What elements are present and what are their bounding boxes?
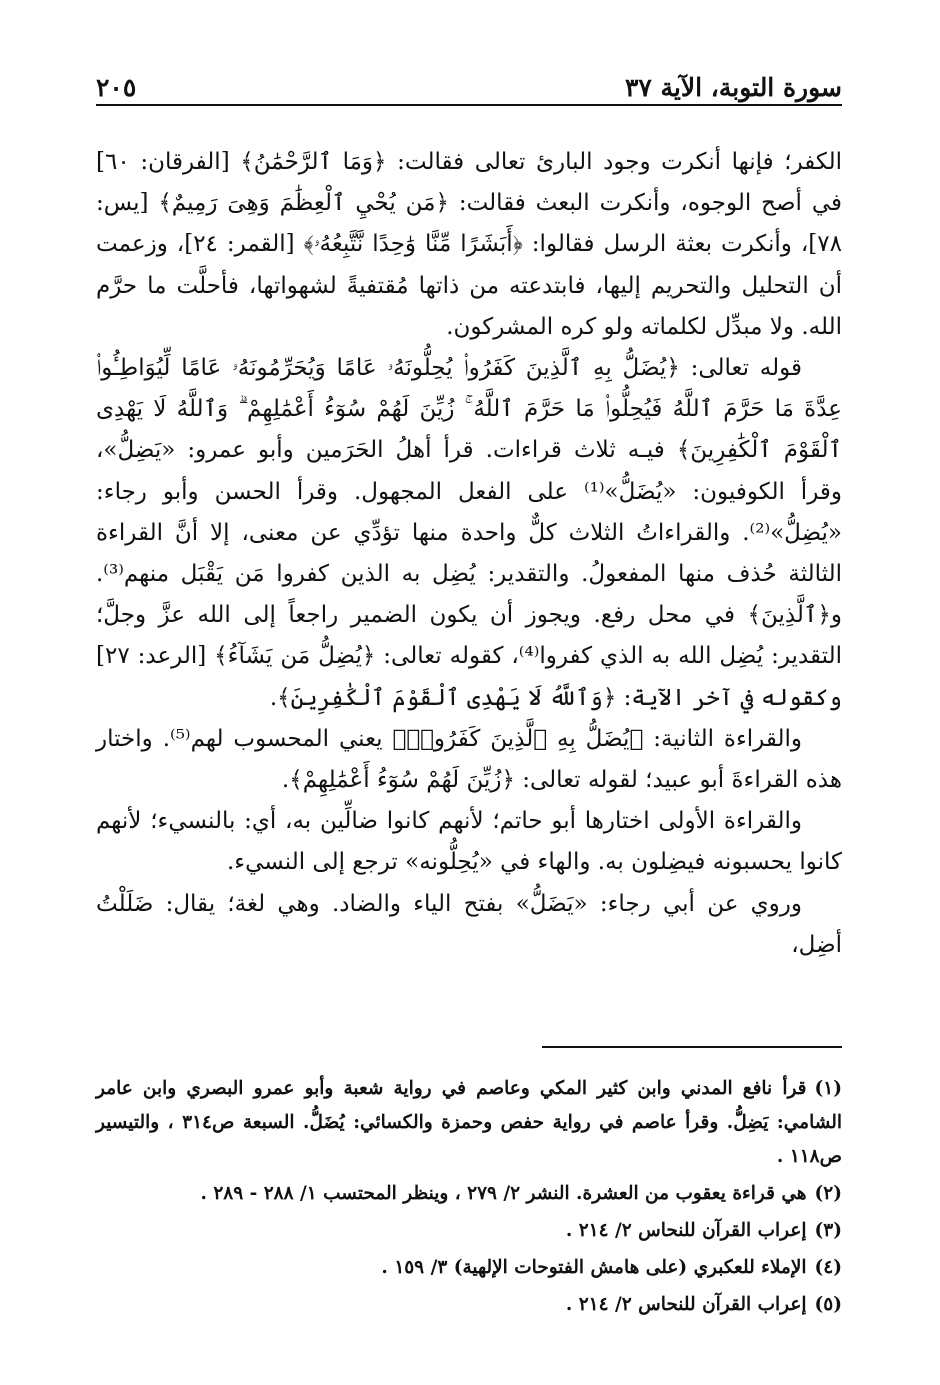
footnote bbox=[96, 1251, 842, 1285]
page-number: ٢٠٥ bbox=[96, 73, 137, 102]
paragraph: والقراءة الثانية: ﴿يُضَلُّ بِهِ ٱلَّذِينَ كَفَرُوا۟﴾ يعني المحسوب لهم⁽⁵⁾. واختار هذه القراءةَ أبو عبيد؛ لقوله تعالى: ﴿زُيِّنَ لَهُمْ سُوٓءُ أَعْمَٰلِهِمْ﴾. bbox=[96, 725, 842, 794]
running-header bbox=[96, 68, 842, 102]
paragraph: وروي عن أبي رجاء: «يَضَلُّ» بفتح الياء والضاد. وهي لغة؛ يقال: ضَلَلْتُ أضِل، bbox=[96, 890, 842, 958]
footnote bbox=[96, 1177, 842, 1211]
paragraph: الكفر؛ فإنها أنكرت وجود البارئ تعالى فقالت: ﴿وَمَا ٱلرَّحْمَٰنُ﴾ [الفرقان: ٦٠] في أصح الوجوه، وأنكرت البعث فقالت: ﴿مَن يُحْيِ ٱلْعِظَٰمَ وَهِىَ رَمِيمٌ﴾ [يس: ٧٨]، وأنكرت بعثة الرسل فقالوا: ﴿أَبَشَرًا مِّنَّا وَٰحِدًا نَّتَّبِعُهُۥ﴾ [القمر: ٢٤]، وزعمت أن التحليل والتحريم إليها، فابتدعته من ذاتها مُقتفيةً لشهواتها، فأحلَّت ما حرَّم الله. ولا مبدِّل لكلماته ولو كره المشركون. bbox=[96, 149, 842, 340]
footnote bbox=[96, 1072, 842, 1174]
paragraph: قوله تعالى: ﴿يُضَلُّ بِهِ ٱلَّذِينَ كَفَرُوا۟ يُحِلُّونَهُۥ عَامًا وَيُحَرِّمُونَهُۥ عَامًا لِّيُوَاطِـُٔوا۟ عِدَّةَ مَا حَرَّمَ ٱللَّهُ فَيُحِلُّوا۟ مَا حَرَّمَ ٱللَّهُ ۚ زُيِّنَ لَهُمْ سُوٓءُ أَعْمَٰلِهِمْ ۗ وَٱللَّهُ لَا يَهْدِى ٱلْقَوْمَ ٱلْكَٰفِرِينَ﴾ فيـه ثلاث قراءات. قرأ أهلُ الحَرَمين وأبو عمرو: «يَضِلُّ»، وقرأ الكوفيون: «يُضَلُّ»⁽¹⁾ على الفعل المجهول. وقرأ الحسن وأبو رجاء: «يُضِلُّ»⁽²⁾. والقراءاتُ الثلاث كلٌّ واحدة منها تؤدِّي عن معنى، إلا أنَّ القراءة الثالثة حُذف منها المفعولُ. والتقدير: يُضِل به الذين كفروا مَن يَقْبَل منهم⁽³⁾. و﴿ٱلَّذِينَ﴾ في محل رفع. ويجوز أن يكون الضمير راجعاً إلى الله عزَّ وجلَّ؛ التقدير: يُضِل الله به الذي كفروا⁽⁴⁾، كقوله تعالى: ﴿يُضِلُّ مَن يَشَآءُ﴾ [الرعد: ٢٧] وكقوله في آخر الآية: ﴿وَٱللَّهُ لَا يَهْدِى ٱلْقَوْمَ ٱلْكَٰفِرِينَ﴾. bbox=[96, 355, 842, 711]
footnote bbox=[96, 1288, 842, 1322]
footnote-text: قرأ نافع المدني وابن كثير المكي وعاصم في رواية شعبة وأبو عمرو البصري وابن عامر الشامي: يَضِلُّ. وقرأ عاصم في رواية حفص وحمزة والكسائي: يُضَلُّ. السبعة ص٣١٤ ، والتيسير ص١١٨ . bbox=[96, 1078, 842, 1167]
footnote-number: (١) bbox=[814, 1078, 842, 1099]
footnote-text: إعراب القرآن للنحاس ٢/ ٢١٤ . bbox=[565, 1294, 807, 1315]
footnote-text: الإملاء للعكبري (على هامش الفتوحات الإلهية) ٣/ ١٥٩ . bbox=[381, 1257, 807, 1278]
footnote-number: (٤) bbox=[814, 1257, 842, 1278]
footnote-number: (٢) bbox=[814, 1183, 842, 1204]
footnote-text: هي قراءة يعقوب من العشرة. النشر ٢/ ٢٧٩ ، وينظر المحتسب ١/ ٢٨٨ - ٢٨٩ . bbox=[200, 1183, 807, 1204]
main-text bbox=[96, 142, 842, 966]
paragraph: والقراءة الأولى اختارها أبو حاتم؛ لأنهم كانوا ضالِّين به، أي: بالنسيء؛ لأنهم كانوا يحسبونه فيضِلون به. والهاء في «يُحِلُّونه» ترجع إلى النسيء. bbox=[96, 808, 842, 876]
footnote-text: إعراب القرآن للنحاس ٢/ ٢١٤ . bbox=[565, 1220, 807, 1241]
footnote-separator bbox=[542, 1046, 842, 1048]
footnote-number: (٥) bbox=[814, 1294, 842, 1315]
running-title: سورة التوبة، الآية ٣٧ bbox=[624, 73, 842, 102]
footnote bbox=[96, 1214, 842, 1248]
header-rule bbox=[96, 104, 842, 106]
footnote-number: (٣) bbox=[814, 1220, 842, 1241]
footnotes bbox=[96, 1072, 842, 1325]
